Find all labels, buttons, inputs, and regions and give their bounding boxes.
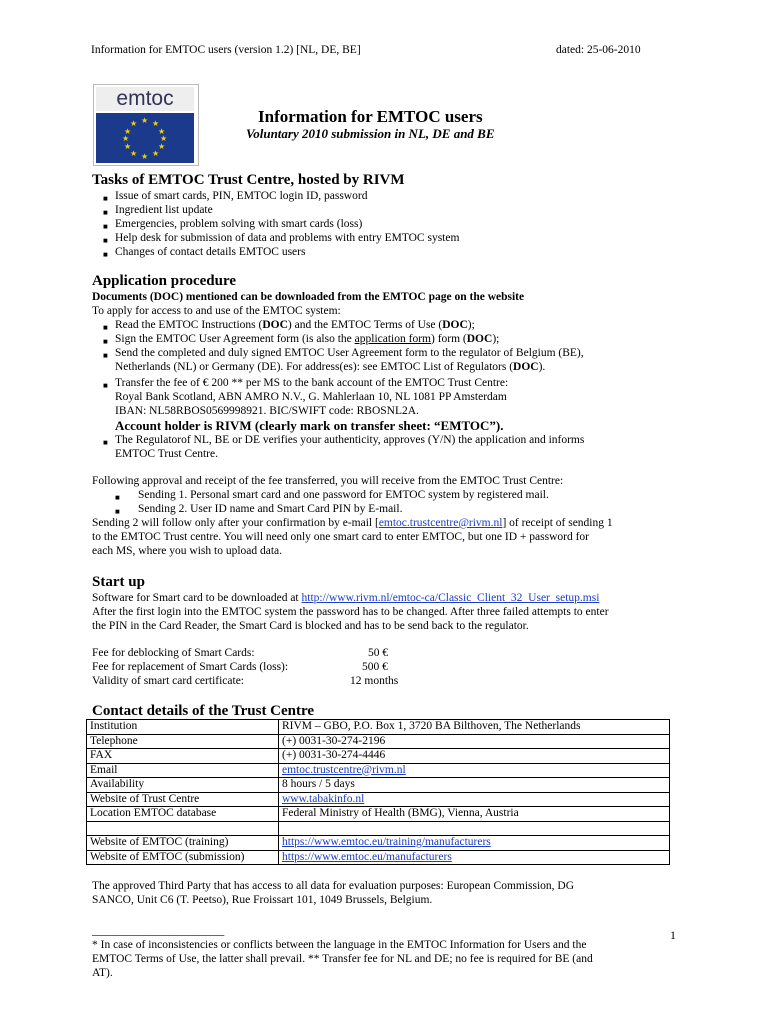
startup-text: Software for Smart card to be downloaded at <box>92 592 302 604</box>
trustcentre-email-link[interactable]: emtoc.trustcentre@rivm.nl <box>378 517 503 529</box>
contact-heading: Contact details of the Trust Centre <box>92 703 315 719</box>
eu-flag-icon: ★ ★ ★ ★ ★ ★ ★ ★ ★ ★ ★ ★ <box>96 113 194 163</box>
sending-note-cont: each MS, where you wish to upload data. <box>92 545 283 557</box>
page-subtitle: Voluntary 2010 submission in NL, DE and BE <box>246 126 495 141</box>
contact-label: Website of EMTOC (submission) <box>87 850 279 865</box>
tasks-heading: Tasks of EMTOC Trust Centre, hosted by RIVM <box>92 172 405 188</box>
footnote-text: * In case of inconsistencies or conflicts between the language in the EMTOC Information for Users and the <box>92 939 587 951</box>
bullet-icon: ■ <box>103 351 108 360</box>
contact-table <box>86 719 670 865</box>
footnote-text: AT). <box>92 967 113 979</box>
task-item: Help desk for submission of data and problems with entry EMTOC system <box>115 232 460 244</box>
header-date: dated: 25-06-2010 <box>556 44 641 56</box>
software-download-link[interactable]: http://www.rivm.nl/emtoc-ca/Classic_Client_32_User_setup.msi <box>301 592 600 604</box>
table-row <box>87 836 670 851</box>
bullet-icon: ■ <box>103 337 108 346</box>
footnote-rule: _______________________ <box>92 925 225 937</box>
contact-label: Website of Trust Centre <box>87 792 279 807</box>
contact-email-link[interactable]: emtoc.trustcentre@rivm.nl <box>282 763 406 776</box>
step-text: ). <box>538 361 546 373</box>
fee-value: 12 months <box>350 675 399 687</box>
bullet-icon: ■ <box>103 236 108 245</box>
sending-note <box>92 517 613 531</box>
doc-link[interactable]: DOC <box>466 333 493 345</box>
account-holder-note: Account holder is RIVM (clearly mark on transfer sheet: “EMTOC”). <box>115 418 504 433</box>
fee-value: 50 € <box>368 647 389 659</box>
sending-1: Sending 1. Personal smart card and one password for EMTOC system by registered mail. <box>138 489 549 501</box>
bullet-icon: ■ <box>103 208 108 217</box>
table-row <box>87 720 670 735</box>
third-party-text: The approved Third Party that has access to all data for evaluation purposes: European Commission, DG <box>92 880 575 892</box>
bullet-icon: ■ <box>103 250 108 259</box>
application-intro: To apply for access to and use of the EMTOC system: <box>92 305 341 317</box>
contact-value: Federal Ministry of Health (BMG), Vienna, Austria <box>279 807 670 822</box>
sending-note-cont: to the EMTOC Trust centre. You will need only one smart card to enter EMTOC, but one ID + password for <box>92 531 589 543</box>
following-intro: Following approval and receipt of the fee transferred, you will receive from the EMTOC Trust Centre: <box>92 475 564 487</box>
header-left: Information for EMTOC users (version 1.2) [NL, DE, BE] <box>91 44 361 56</box>
doc-link[interactable]: DOC <box>262 319 288 331</box>
bullet-icon: ■ <box>103 438 108 447</box>
step-verification-cont: EMTOC Trust Centre. <box>115 448 218 460</box>
contact-value: RIVM – GBO, P.O. Box 1, 3720 BA Bilthoven, The Netherlands <box>279 720 670 735</box>
note-text: Sending 2 will follow only after your confirmation by e-mail [ <box>92 517 379 529</box>
fee-value: 500 € <box>362 661 388 673</box>
fee-label: Fee for deblocking of Smart Cards: <box>92 647 255 659</box>
task-item: Emergencies, problem solving with smart cards (loss) <box>115 218 363 230</box>
step-text: Read the EMTOC Instructions ( <box>115 319 263 331</box>
doc-link[interactable]: DOC <box>513 361 539 373</box>
bullet-icon: ■ <box>103 381 108 390</box>
startup-heading: Start up <box>92 574 145 590</box>
step-text: Netherlands (NL) or Germany (DE). For address(es): see EMTOC List of Regulators ( <box>115 361 514 373</box>
contact-value <box>279 821 670 836</box>
table-row <box>87 763 670 778</box>
trust-centre-website-link[interactable]: www.tabakinfo.nl <box>282 792 365 805</box>
step-send-form-cont <box>115 361 545 375</box>
step-verification: The Regulatorof NL, BE or DE verifies your authenticity, approves (Y/N) the application and informs <box>115 434 585 446</box>
contact-value: (+) 0031-30-274-4446 <box>279 749 670 764</box>
step-text: ) form ( <box>430 333 467 345</box>
bullet-icon: ■ <box>103 194 108 203</box>
emtoc-submission-link[interactable]: https://www.emtoc.eu/manufacturers <box>282 850 452 863</box>
note-text: ] of receipt of sending 1 <box>502 517 613 529</box>
contact-label: Availability <box>87 778 279 793</box>
doc-link[interactable]: DOC <box>442 319 468 331</box>
bank-iban: IBAN: NL58RBOS0569998921. BIC/SWIFT code: RBOSNL2A. <box>115 405 419 417</box>
table-row <box>87 778 670 793</box>
contact-label: Institution <box>87 720 279 735</box>
bullet-icon: ■ <box>103 222 108 231</box>
sending-2: Sending 2. User ID name and Smart Card PIN by E-mail. <box>138 503 403 515</box>
step-send-form: Send the completed and duly signed EMTOC User Agreement form to the regulator of Belgium (BE), <box>115 347 584 359</box>
page-number: 1 <box>670 928 676 942</box>
bullet-icon: ■ <box>115 507 120 516</box>
fee-label: Validity of smart card certificate: <box>92 675 244 687</box>
table-row <box>87 807 670 822</box>
step-text: ); <box>492 333 500 345</box>
contact-value: (+) 0031-30-274-2196 <box>279 734 670 749</box>
step-text: Sign the EMTOC User Agreement form (is also the <box>115 333 355 345</box>
docs-note: Documents (DOC) mentioned can be downloaded from the EMTOC page on the website <box>92 291 525 303</box>
step-transfer-fee: Transfer the fee of € 200 ** per MS to the bank account of the EMTOC Trust Centre: <box>115 377 509 389</box>
page-title: Information for EMTOC users <box>258 107 483 126</box>
bank-address: Royal Bank Scotland, ABN AMRO N.V., G. Mahlerlaan 10, NL 1081 PP Amsterdam <box>115 391 507 403</box>
startup-text: After the first login into the EMTOC system the password has to be changed. After three failed attempts to enter <box>92 606 609 618</box>
step-sign-agreement <box>115 333 499 347</box>
step-read-instructions <box>115 319 475 333</box>
application-form-link[interactable]: application form <box>354 333 431 345</box>
task-item: Changes of contact details EMTOC users <box>115 246 306 258</box>
startup-text: the PIN in the Card Reader, the Smart Card is blocked and has to be send back to the regulator. <box>92 620 529 632</box>
emtoc-logo <box>93 84 199 166</box>
table-row <box>87 792 670 807</box>
contact-label: Telephone <box>87 734 279 749</box>
table-row <box>87 734 670 749</box>
software-download <box>92 592 599 606</box>
step-text: ); <box>467 319 475 331</box>
contact-label: FAX <box>87 749 279 764</box>
application-heading: Application procedure <box>92 273 237 289</box>
footnote-text: EMTOC Terms of Use, the latter shall prevail. ** Transfer fee for NL and DE; no fee is required for BE (and <box>92 953 593 965</box>
contact-value: 8 hours / 5 days <box>279 778 670 793</box>
contact-label: Website of EMTOC (training) <box>87 836 279 851</box>
table-row <box>87 749 670 764</box>
bullet-icon: ■ <box>103 323 108 332</box>
contact-label: Email <box>87 763 279 778</box>
fee-label: Fee for replacement of Smart Cards (loss): <box>92 661 289 673</box>
third-party-text: SANCO, Unit C6 (T. Peetso), Rue Froissart 101, 1049 Brussels, Belgium. <box>92 894 433 906</box>
task-item: Ingredient list update <box>115 204 213 216</box>
emtoc-training-link[interactable]: https://www.emtoc.eu/training/manufacturers <box>282 836 491 848</box>
contact-label: Location EMTOC database <box>87 807 279 822</box>
table-row <box>87 850 670 865</box>
task-item: Issue of smart cards, PIN, EMTOC login ID, password <box>115 190 368 202</box>
bullet-icon: ■ <box>115 493 120 502</box>
logo-wordmark: emtoc <box>96 87 194 111</box>
step-text: ) and the EMTOC Terms of Use ( <box>287 319 443 331</box>
table-row-empty <box>87 821 670 836</box>
contact-label <box>87 821 279 836</box>
